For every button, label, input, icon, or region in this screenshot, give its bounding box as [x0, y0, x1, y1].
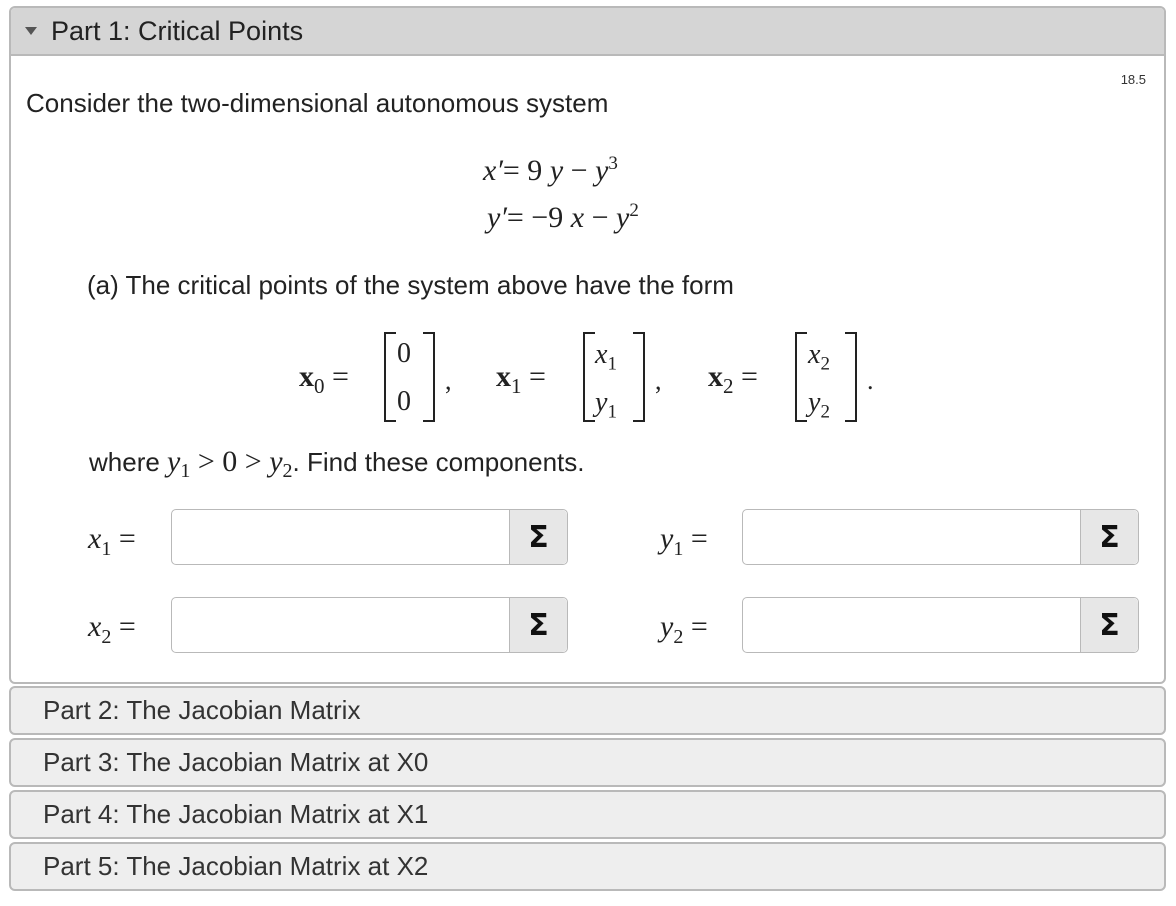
x1-answer-field	[171, 509, 568, 565]
bracket-left	[583, 332, 595, 422]
vector-x0-label: $x_0$ =	[299, 360, 349, 398]
vector-x1-top: $x_1$	[595, 339, 617, 375]
vector-x2-top: $x_2$	[808, 339, 830, 375]
bracket-right	[845, 332, 857, 422]
part1-title: Part 1: Critical Points	[51, 15, 304, 46]
x2-input[interactable]	[172, 598, 507, 652]
part5-header[interactable]	[9, 842, 1166, 891]
y1-label: $y_1$ =	[660, 522, 708, 560]
vector-x2-label: $x_2$ =	[708, 360, 758, 398]
y2-input[interactable]	[743, 598, 1078, 652]
equation-1: x′= 9 $y - y^3$	[483, 153, 618, 187]
x2-label: $x_2$ =	[88, 610, 136, 648]
x1-label: $x_1$ =	[88, 522, 136, 560]
bracket-right	[633, 332, 645, 422]
part4-header[interactable]	[9, 790, 1166, 839]
sigma-icon[interactable]: Σ	[509, 510, 567, 564]
sigma-icon[interactable]: Σ	[1080, 510, 1138, 564]
part2-title: Part 2: The Jacobian Matrix	[43, 695, 361, 725]
comma: ,	[445, 366, 452, 395]
vector-x1-label: $x_1$ =	[496, 360, 546, 398]
part1-panel	[9, 6, 1166, 684]
vector-x2-bottom: $y_2$	[808, 387, 830, 423]
y1-input[interactable]	[743, 510, 1078, 564]
part3-title: Part 3: The Jacobian Matrix at X0	[43, 747, 429, 777]
condition-text: where $y_1 > 0 > y_2$. Find these components.	[89, 445, 585, 483]
sigma-icon[interactable]: Σ	[509, 598, 567, 652]
bracket-left	[384, 332, 396, 422]
comma: ,	[655, 366, 662, 395]
vector-x0-top: 0	[397, 338, 411, 369]
part4-title: Part 4: The Jacobian Matrix at X1	[43, 799, 429, 829]
sigma-icon[interactable]: Σ	[1080, 598, 1138, 652]
vector-x0-bottom: 0	[397, 386, 411, 417]
y2-label: $y_2$ =	[660, 610, 708, 648]
vector-x1-bottom: $y_1$	[595, 387, 617, 423]
x1-input[interactable]	[172, 510, 507, 564]
part1-header[interactable]	[11, 8, 1164, 56]
question-text: (a) The critical points of the system above have the form	[87, 270, 734, 300]
part5-title: Part 5: The Jacobian Matrix at X2	[43, 851, 429, 881]
part2-header[interactable]	[9, 686, 1166, 735]
bracket-left	[795, 332, 807, 422]
period: .	[867, 366, 874, 395]
x2-answer-field	[171, 597, 568, 653]
y1-answer-field	[742, 509, 1139, 565]
part3-header[interactable]	[9, 738, 1166, 787]
version-badge: 18.5	[1120, 72, 1146, 87]
equation-2: y′= −9 $x - y^2$	[487, 200, 639, 234]
y2-answer-field	[742, 597, 1139, 653]
caret-down-icon[interactable]	[25, 27, 37, 35]
bracket-right	[423, 332, 435, 422]
intro-text: Consider the two-dimensional autonomous system	[26, 88, 609, 118]
